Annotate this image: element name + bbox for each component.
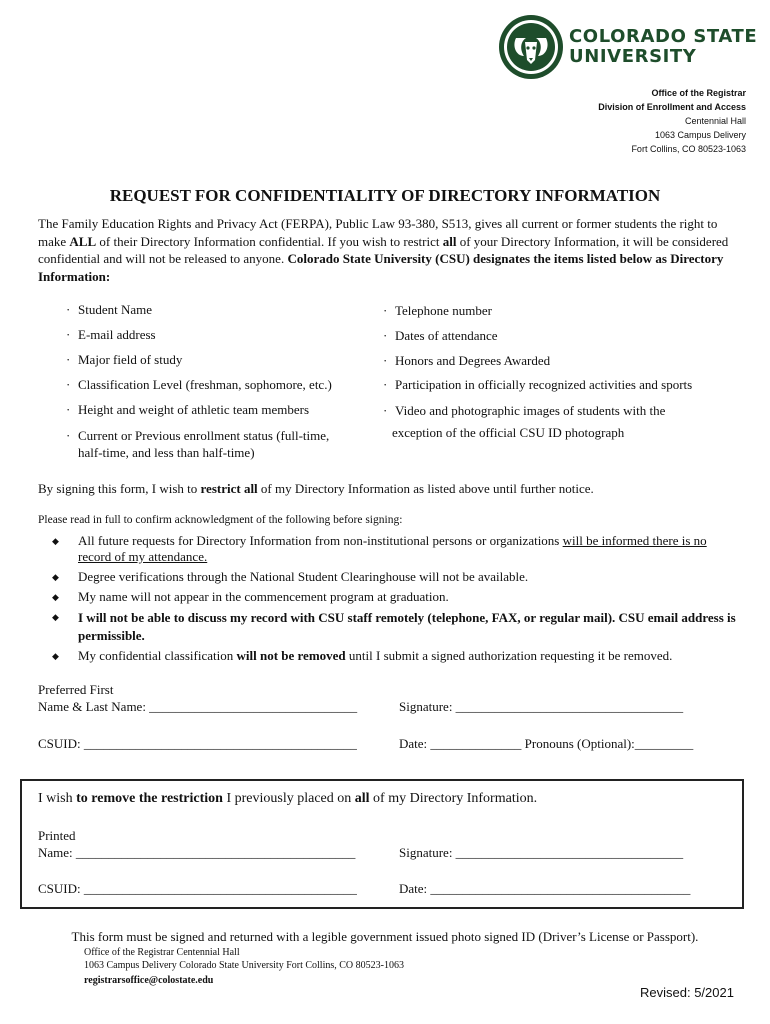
logo-wordmark-line2: UNIVERSITY: [569, 46, 697, 67]
submission-instructions: This form must be signed and returned with a legible government issued photo signed ID (Driver’s License or Passport).: [71, 929, 699, 944]
registrar-email: registrarsoffice@colostate.edu: [84, 975, 214, 986]
bullet: ·: [66, 402, 71, 417]
directory-item: [66, 326, 156, 344]
directory-item: [383, 327, 498, 345]
restrict-statement: [38, 481, 594, 497]
bullet: ·: [66, 428, 71, 443]
directory-item-label: Classification Level (freshman, sophomore, etc.): [78, 377, 332, 392]
printed-name-label: Printed: [38, 828, 76, 843]
removal-text: I previously placed on: [222, 791, 355, 806]
remove-restriction-statement: [38, 791, 537, 807]
footer-address-line: 1063 Campus Delivery Colorado State University Fort Collins, CO 80523-1063: [84, 960, 404, 971]
ack-text: Degree verifications through the National Student Clearinghouse will not be available.: [78, 569, 529, 584]
bullet: ·: [383, 353, 388, 368]
removal-text: of my Directory Information.: [369, 791, 538, 806]
directory-item-continued: half-time, and less than half-time): [78, 445, 255, 460]
bullet: ·: [66, 352, 71, 367]
directory-item-label: Telephone number: [395, 303, 492, 318]
ack-text-part: until I submit a signed authorization requesting it be removed.: [345, 648, 673, 663]
footer-address-line: Office of the Registrar Centennial Hall: [84, 947, 240, 958]
intro-text: of their Directory Information confidential. If you wish to restrict: [96, 233, 443, 249]
directory-item: [66, 401, 309, 419]
directory-item: [66, 376, 332, 394]
directory-item-continued: exception of the official CSU ID photograph: [392, 425, 625, 440]
removal-signature-field[interactable]: Signature: ___________________________________: [399, 845, 684, 860]
directory-item: [66, 427, 329, 445]
date-pronouns-field[interactable]: Date: ______________ Pronouns (Optional):_________: [399, 736, 694, 751]
restrict-text: By signing this form, I wish to: [38, 481, 201, 496]
directory-item-label: Current or Previous enrollment status (full-time,: [78, 428, 330, 443]
ack-text-part: All future requests for Directory Information from non-institutional persons or organizations: [78, 533, 563, 548]
bullet: ·: [66, 302, 71, 317]
bullet: ·: [383, 377, 388, 392]
directory-item: [383, 402, 665, 420]
csu-ram-logo: [498, 14, 564, 80]
directory-item-label: Major field of study: [78, 352, 183, 367]
removal-text: I wish: [38, 791, 77, 806]
intro-text: The Family Education Rights and Privacy Act (FERPA), Public Law 93-380, S513, gives all current or former students the right to make: [38, 216, 718, 249]
diamond-bullet-icon: ◆: [52, 651, 59, 661]
revision-date: Revised: 5/2021: [640, 985, 734, 1000]
ferpa-intro-paragraph: [38, 215, 732, 285]
registrar-address: [598, 86, 746, 156]
address-line: Fort Collins, CO 80523-1063: [631, 144, 746, 154]
acknowledgment-intro: Please read in full to confirm acknowledgment of the following before signing:: [38, 514, 403, 526]
logo-wordmark-line1: COLORADO STATE: [569, 26, 758, 47]
removal-emphasis: all: [354, 791, 370, 806]
address-line: Division of Enrollment and Access: [598, 102, 746, 112]
ack-text: I will not be able to discuss my record with CSU staff remotely (telephone, FAX, or regular mail). CSU email address is permissible.: [78, 610, 736, 643]
bullet: ·: [66, 377, 71, 392]
removal-csuid-field[interactable]: CSUID: __________________________________________: [38, 881, 357, 896]
restrict-emphasis: restrict all: [200, 481, 258, 496]
intro-text: of your Directory Information, it will be considered confidential and will not be released to anyone.: [38, 233, 729, 266]
ack-item: [52, 569, 742, 585]
directory-item-label: Participation in officially recognized activities and sports: [395, 377, 693, 392]
ack-item: [52, 609, 742, 643]
printed-name-field[interactable]: Name: ___________________________________________: [38, 845, 356, 860]
removal-emphasis: to remove the restriction: [76, 791, 223, 806]
diamond-bullet-icon: ◆: [52, 592, 59, 602]
directory-item-label: Height and weight of athletic team members: [78, 402, 310, 417]
directory-item-label: Dates of attendance: [395, 328, 498, 343]
ack-text-part: My confidential classification: [78, 648, 237, 663]
ack-item: [52, 589, 742, 605]
ack-text: [78, 533, 738, 565]
address-line: 1063 Campus Delivery: [654, 130, 746, 140]
csuid-field[interactable]: CSUID: __________________________________________: [38, 736, 357, 751]
ack-item: [52, 533, 742, 567]
directory-item: [383, 376, 692, 394]
directory-item-label: Honors and Degrees Awarded: [395, 353, 551, 368]
preferred-name-field[interactable]: Name & Last Name: ________________________________: [38, 699, 358, 714]
bullet: ·: [66, 327, 71, 342]
directory-item-label: Student Name: [78, 302, 153, 317]
bullet: ·: [383, 328, 388, 343]
signature-field[interactable]: Signature: ___________________________________: [399, 699, 684, 714]
diamond-bullet-icon: ◆: [52, 612, 59, 622]
directory-item-label: E-mail address: [78, 327, 156, 342]
ack-emphasis: will not be removed: [236, 648, 346, 663]
diamond-bullet-icon: ◆: [52, 572, 59, 582]
bullet: ·: [383, 403, 388, 418]
directory-item: [383, 302, 492, 320]
ack-text: My name will not appear in the commencement program at graduation.: [78, 589, 449, 604]
directory-item: [66, 301, 152, 319]
address-line: Centennial Hall: [684, 116, 746, 126]
intro-emphasis: Colorado State University (CSU) designates the items listed below as Directory Information:: [38, 251, 724, 284]
ack-item: [52, 648, 742, 664]
ack-underlined: will be informed there is no record of my attendance.: [78, 533, 707, 564]
preferred-name-label: Preferred First: [38, 682, 114, 697]
bullet: ·: [383, 303, 388, 318]
restrict-text: of my Directory Information as listed above until further notice.: [257, 481, 594, 496]
intro-emphasis: ALL: [69, 233, 97, 249]
diamond-bullet-icon: ◆: [52, 536, 59, 546]
removal-date-field[interactable]: Date: ________________________________________: [399, 881, 691, 896]
ack-text: [78, 648, 738, 664]
address-line: Office of the Registrar: [651, 88, 746, 98]
directory-item: [383, 352, 550, 370]
intro-emphasis: all: [442, 233, 457, 249]
directory-item: [66, 351, 182, 369]
directory-item-label: Video and photographic images of students with the: [395, 403, 666, 418]
form-title: REQUEST FOR CONFIDENTIALITY OF DIRECTORY INFORMATION: [109, 186, 661, 205]
